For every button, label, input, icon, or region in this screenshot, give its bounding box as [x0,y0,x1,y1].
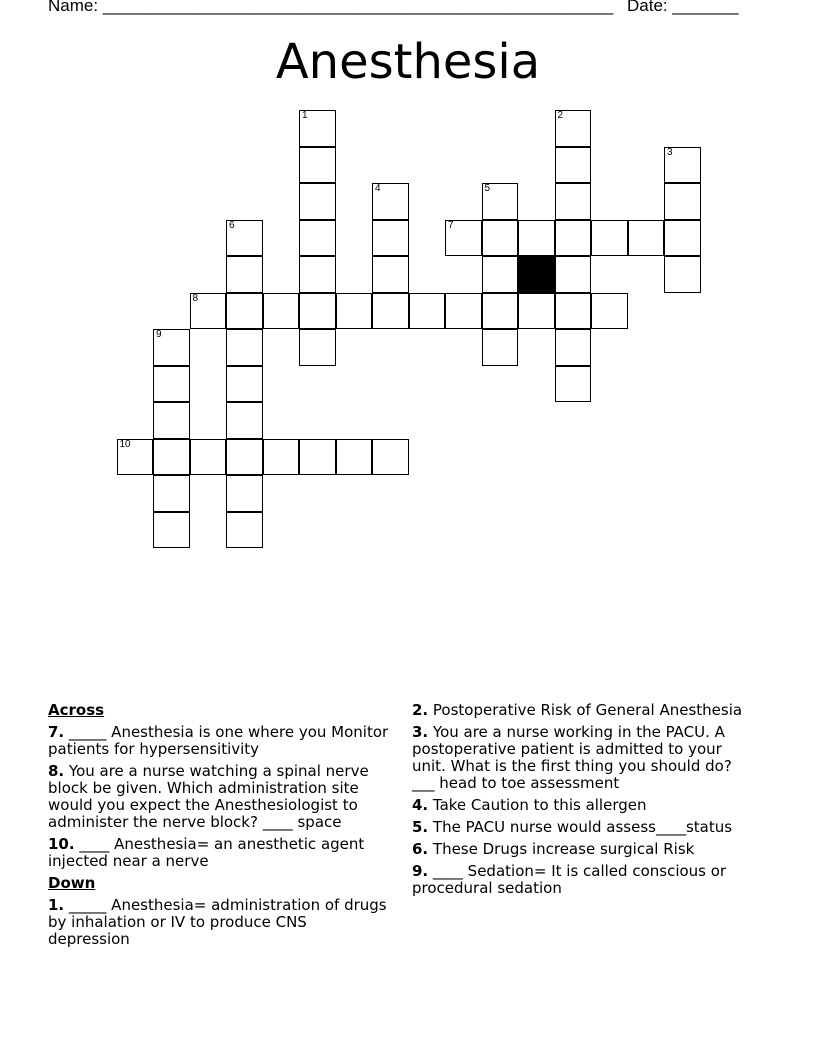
clue-number-label: 5 [484,183,491,194]
name-field: Name: ______________________________________________________ [48,0,614,15]
grid-cell[interactable] [263,293,300,330]
clue-number-label: 4 [375,183,381,194]
grid-cell[interactable] [664,256,701,293]
clue-down-6 [412,841,757,858]
grid-cell[interactable] [299,110,336,147]
grid-cell[interactable] [336,293,373,330]
grid-cell[interactable] [226,439,263,476]
clue-down-1 [48,897,393,948]
grid-cell[interactable] [482,293,519,330]
grid-cell[interactable] [372,293,409,330]
clues-right-column [412,702,757,902]
grid-cell[interactable] [664,220,701,257]
clue-text: Take Caution to this allergen [428,796,647,814]
grid-cell[interactable] [299,256,336,293]
clue-text: You are a nurse watching a spinal nerve block be given. Which administration site would you expect the Anesthesiologist to administer the nerve block? ____ space [48,762,369,831]
clue-number: 6. [412,840,429,858]
clue-number-label: 9 [156,329,162,340]
grid-cell[interactable] [372,183,409,220]
clue-number: 1. [48,896,65,914]
clue-number: 7. [48,723,65,741]
clue-down-3 [412,724,757,792]
grid-cell[interactable] [555,293,592,330]
grid-cell[interactable] [226,512,263,549]
clue-number-label: 2 [557,110,564,121]
grid-cell[interactable] [299,183,336,220]
grid-cell[interactable] [153,402,190,439]
down-heading: Down [48,874,96,892]
grid-cell[interactable] [190,293,227,330]
across-heading: Across [48,701,105,719]
clue-down-2 [412,702,757,719]
grid-cell[interactable] [153,329,190,366]
grid-cell[interactable] [555,183,592,220]
grid-cell[interactable] [664,147,701,184]
clue-number: 2. [412,701,429,719]
grid-cell[interactable] [482,329,519,366]
date-field: Date: _______ [627,0,739,15]
clue-across-7 [48,724,393,758]
grid-cell[interactable] [555,256,592,293]
grid-cell[interactable] [628,220,665,257]
grid-cell[interactable] [226,366,263,403]
clue-down-5 [412,819,757,836]
grid-cell[interactable] [555,366,592,403]
clue-number: 4. [412,796,429,814]
grid-cell[interactable] [153,475,190,512]
grid-cell[interactable] [664,183,701,220]
clue-number-label: 6 [229,219,235,231]
grid-cell[interactable] [153,366,190,403]
clue-number-label: 7 [448,219,454,231]
grid-cell[interactable] [555,329,592,366]
grid-cell[interactable] [226,293,263,330]
grid-cell[interactable] [336,439,373,476]
grid-cell[interactable] [153,439,190,476]
grid-cell[interactable] [226,220,263,257]
clue-across-10 [48,836,393,870]
clue-text: _____ Anesthesia is one where you Monitor patients for hypersensitivity [48,723,389,758]
clue-number: 3. [412,723,429,741]
grid-cell[interactable] [518,220,555,257]
clue-text: _____ Anesthesia= administration of drugs by inhalation or IV to produce CNS depression [48,896,387,948]
grid-cell[interactable] [591,220,628,257]
clue-down-9 [412,863,757,897]
grid-cell[interactable] [372,439,409,476]
clue-number-label: 1 [302,110,308,121]
clue-number: 10. [48,835,75,853]
grid-cell[interactable] [482,220,519,257]
clue-text: Postoperative Risk of General Anesthesia [428,701,743,719]
grid-cell[interactable] [263,439,300,476]
page-title: Anesthesia [275,34,541,90]
clue-text: ____ Sedation= It is called conscious or procedural sedation [412,862,727,897]
grid-cell[interactable] [299,293,336,330]
grid-cell[interactable] [226,329,263,366]
grid-cell[interactable] [372,220,409,257]
clue-text: These Drugs increase surgical Risk [428,840,695,858]
grid-cell[interactable] [482,256,519,293]
blocked-cell [518,256,555,293]
grid-cell[interactable] [555,110,592,147]
clue-text: The PACU nurse would assess____status [428,818,733,836]
grid-cell[interactable] [299,329,336,366]
clue-number-label: 3 [667,146,673,158]
clue-number: 8. [48,762,65,780]
grid-cell[interactable] [117,439,154,476]
grid-cell[interactable] [299,147,336,184]
clue-number: 5. [412,818,429,836]
clue-number-label: 10 [119,438,131,450]
grid-cell[interactable] [226,256,263,293]
grid-cell[interactable] [591,293,628,330]
grid-cell[interactable] [555,220,592,257]
grid-cell[interactable] [409,293,446,330]
clue-text: ____ Anesthesia= an anesthetic agent injected near a nerve [48,835,365,870]
clue-down-4 [412,797,757,814]
grid-cell[interactable] [299,439,336,476]
grid-cell[interactable] [518,293,555,330]
clue-number-label: 8 [192,292,199,304]
grid-cell[interactable] [299,220,336,257]
grid-cell[interactable] [226,475,263,512]
grid-cell[interactable] [555,147,592,184]
grid-cell[interactable] [445,293,482,330]
grid-cell[interactable] [226,402,263,439]
clues-left-column [48,702,393,953]
grid-cell[interactable] [153,512,190,549]
grid-cell[interactable] [445,220,482,257]
grid-cell[interactable] [482,183,519,220]
grid-cell[interactable] [190,439,227,476]
clue-text: You are a nurse working in the PACU. A postoperative patient is admitted to your unit. What is the first thing you should do? ___ head to toe assessment [412,723,732,792]
clue-number: 9. [412,862,429,880]
grid-cell[interactable] [372,256,409,293]
clue-across-8 [48,763,393,831]
